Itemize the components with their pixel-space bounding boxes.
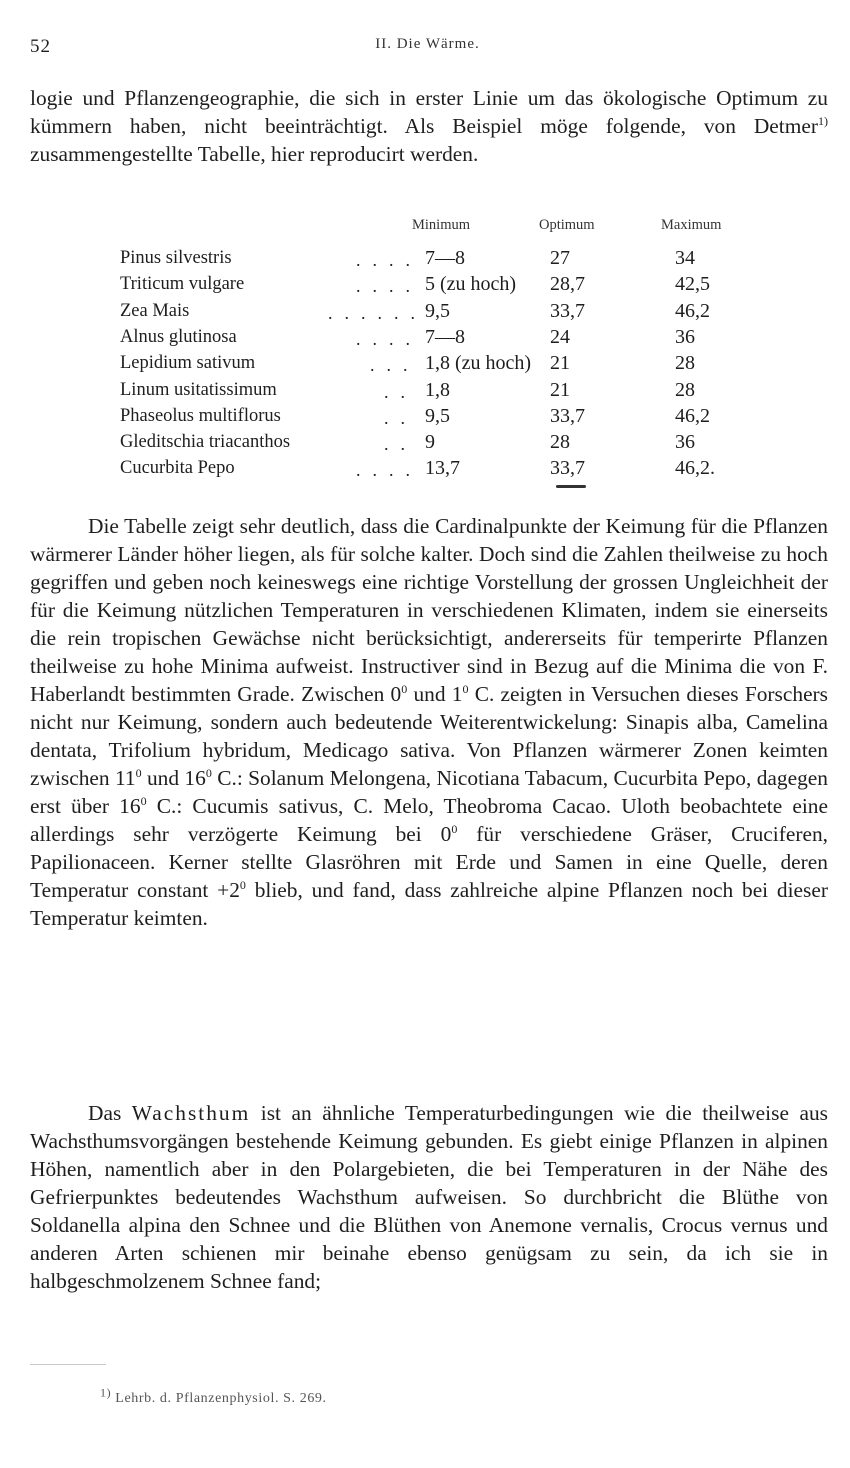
dot-leader: ...... — [328, 302, 427, 323]
page-number: 52 — [30, 36, 51, 57]
optimum-value: 28 — [550, 431, 570, 454]
table-row — [0, 350, 850, 376]
page-header — [30, 36, 825, 60]
optimum-value: 33,7 — [550, 404, 585, 427]
plant-name: Zea Mais — [120, 300, 190, 321]
footnote-reference: 1) — [818, 113, 828, 128]
column-header-minimum: Minimum — [412, 217, 471, 233]
emphasized-term: Wachsthum — [131, 1101, 251, 1125]
optimum-value: 33,7 — [550, 457, 585, 480]
maximum-value: 34 — [675, 247, 695, 269]
plant-name: Lepidium sativum — [120, 353, 256, 374]
maximum-value: 46,2 — [675, 404, 710, 427]
table-row — [0, 324, 850, 350]
intro-text-after-ref: zusammengestellte Tabelle, hier reproducirt werden. — [30, 142, 479, 166]
dot-leader: .. — [384, 407, 417, 428]
text-segment: Das — [88, 1101, 132, 1125]
plant-name: Gleditschia triacanthos — [120, 432, 291, 453]
degree-mark: 0 — [462, 681, 469, 696]
dot-leader: .... — [356, 460, 422, 481]
table-row — [0, 298, 850, 324]
table-row — [0, 245, 850, 271]
dot-leader: .... — [356, 250, 422, 270]
footnote-mark: 1) — [100, 1385, 112, 1400]
degree-mark: 0 — [140, 793, 147, 808]
minimum-value: 7—8 — [425, 325, 465, 348]
optimum-value: 27 — [550, 247, 570, 269]
maximum-value: 28 — [675, 378, 695, 401]
text-segment: C.: Cucumis sativus, C. Melo, Theobroma Cacao. Uloth beobachtete eine allerdings sehr verzögerte Keimung bei 0 — [30, 794, 829, 846]
maximum-value: 28 — [675, 352, 695, 375]
optimum-value: 24 — [550, 325, 570, 348]
minimum-value: 7—8 — [425, 247, 465, 269]
maximum-value: 36 — [675, 431, 695, 454]
table-header — [0, 217, 850, 237]
dot-leader: .. — [384, 381, 417, 402]
text-segment: und 1 — [407, 682, 463, 706]
degree-mark: 0 — [205, 765, 212, 780]
dot-leader: ... — [370, 355, 420, 376]
footnote-text: Lehrb. d. Pflanzenphysiol. S. 269. — [111, 1391, 327, 1406]
plant-name: Alnus glutinosa — [120, 326, 237, 347]
paragraph-wachsthum — [30, 1099, 828, 1295]
plant-name: Cucurbita Pepo — [120, 458, 235, 479]
plant-name: Pinus silvestris — [120, 248, 232, 268]
minimum-value: 1,8 — [425, 378, 450, 401]
footnote-rule — [30, 1364, 106, 1365]
plant-name: Linum usitatissimum — [120, 379, 277, 400]
degree-mark: 0 — [451, 821, 458, 836]
table-row — [0, 377, 850, 403]
optimum-value: 21 — [550, 352, 570, 375]
print-smudge — [556, 485, 586, 488]
optimum-value: 21 — [550, 378, 570, 401]
text-segment: und 16 — [141, 766, 206, 790]
column-header-optimum: Optimum — [539, 217, 595, 233]
intro-text-before-ref: logie und Pflanzengeographie, die sich in erster Linie um das ökologische Optimum zu kümmern haben, nicht beeinträchtigt. Als Beispiel möge folgende, von Detmer — [30, 86, 828, 138]
minimum-value: 9,5 — [425, 299, 450, 322]
table-row — [0, 455, 850, 481]
degree-mark: 0 — [401, 681, 408, 696]
column-header-maximum: Maximum — [661, 217, 722, 233]
table-row — [0, 403, 850, 429]
text-segment: ist an ähnliche Temperaturbedingungen wie die theilweise aus Wachsthumsvorgängen bestehende Keimung gebunden. Es giebt einige Pflanzen in alpinen Höhen, namentlich aber in den Polargebieten, die bei Temperaturen in der Nähe des Gefrierpunktes bedeutendes Wachsthum aufweisen. So durchbricht die Blüthe von Soldanella alpina den Schnee und die Blüthen von Anemone vernalis, Crocus vernus und anderen Arten schienen mir beinahe ebenso genügsam zu sein, da ich sie in halbgeschmolzenem Schnee fand; — [30, 1101, 828, 1293]
optimum-value: 28,7 — [550, 273, 585, 296]
minimum-value: 9,5 — [425, 404, 450, 427]
text-segment: C.: Solanum Melongena, Nicotiana Tabacum, Cucurbita Pepo, dagegen erst über 16 — [30, 766, 828, 818]
dot-leader: .... — [356, 276, 422, 297]
minimum-value: 9 — [425, 431, 435, 454]
dot-leader: .... — [356, 328, 422, 349]
optimum-value: 33,7 — [550, 299, 585, 322]
dot-leader: .. — [384, 434, 417, 455]
plant-name: Triticum vulgare — [120, 274, 245, 295]
maximum-value: 42,5 — [675, 273, 710, 296]
running-head: II. Die Wärme. — [375, 36, 480, 52]
maximum-value: 36 — [675, 325, 695, 348]
text-segment: C. zeigten in Versuchen dieses Forschers nicht nur Keimung, sondern auch bedeutende Weiterentwickelung: Sinapis alba, Camelina dentata, Trifolium hybridum, Medicago sativa. Von Pflanzen wärmerer Zonen keimten zwischen 11 — [30, 682, 829, 790]
maximum-value: 46,2. — [675, 457, 715, 480]
minimum-value: 1,8 (zu hoch) — [425, 352, 532, 375]
paragraph-keimung — [30, 512, 828, 932]
maximum-value: 46,2 — [675, 299, 710, 322]
degree-mark: 0 — [135, 765, 142, 780]
minimum-value: 5 (zu hoch) — [425, 273, 517, 296]
intro-paragraph — [30, 84, 828, 168]
text-segment: für verschiedene Gräser, Cruciferen, Papilionaceen. Kerner stellte Glasröhren mit Erde und Samen in eine Quelle, deren Temperatur constant +2 — [30, 822, 828, 902]
text-segment: Die Tabelle zeigt sehr deutlich, dass die Cardinalpunkte der Keimung für die Pflanzen wärmerer Länder höher liegen, als für solche kalter. Doch sind die Zahlen theilweise zu hoch gegriffen und geben noch keineswegs eine richtige Vorstellung der grossen Ungleichheit der für die Keimung nützlichen Temperaturen in verschiedenen Klimaten, indem sie einerseits die rein tropischen Gewächse nicht berücksichtigt, andererseits für temperirte Pflanzen theilweise zu hohe Minima aufweist. Instructiver sind in Bezug auf die Minima die von F. Haberlandt bestimmten Grade. Zwischen 0 — [30, 514, 828, 706]
footnote — [100, 1385, 327, 1407]
table-row — [0, 429, 850, 455]
plant-name: Phaseolus multiflorus — [120, 405, 281, 426]
degree-mark: 0 — [239, 877, 246, 892]
minimum-value: 13,7 — [425, 457, 460, 480]
text-segment: blieb, und fand, dass zahlreiche alpine Pflanzen noch bei dieser Temperatur keimten. — [30, 878, 828, 930]
table-row — [0, 271, 850, 297]
